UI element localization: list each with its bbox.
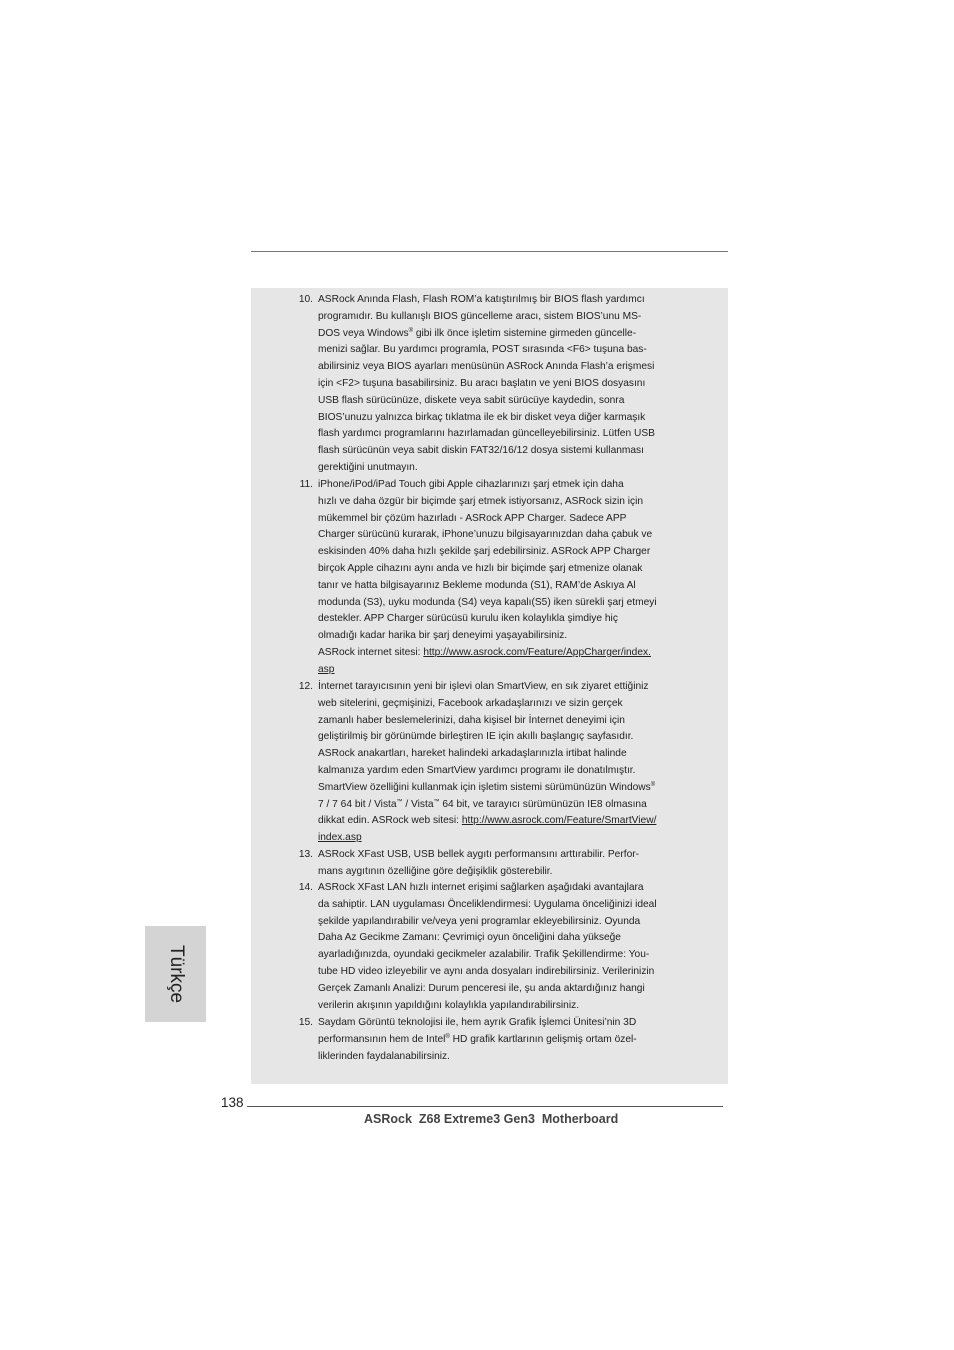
text-line: olmadığı kadar harika bir şarj deneyimi yaşayabilirsiniz.	[318, 630, 568, 642]
text-line: gerektiğini unutmayın.	[318, 461, 418, 473]
text-line: ASRock XFast USB, USB bellek aygıtı performansını arttırabilir. Perfor-	[318, 849, 640, 860]
page-number: 138	[221, 1095, 244, 1110]
text-line: için <F2> tuşuna basabilirsiniz. Bu aracı başlatın ve yeni BIOS dosyasını	[318, 377, 646, 389]
footer-title: ASRock Z68 Extreme3 Gen3 Motherboard	[364, 1112, 619, 1126]
footer-rule	[247, 1106, 723, 1107]
appcharger-link[interactable]: http://www.asrock.com/Feature/AppCharger/index.	[423, 646, 651, 658]
text-line: modunda (S3), uyku modunda (S4) veya kapalı(S5) iken sürekli şarj etmeyi	[318, 596, 657, 608]
item-number: 15.	[298, 1017, 313, 1028]
text-line: verilerin akışının yapıldığını kolaylıkla yapılandırabilirsiniz.	[318, 999, 580, 1011]
text-line	[318, 813, 718, 830]
text-line: zamanlı haber beslemelerinizi, daha kişisel bir İnternet deneyimi için	[318, 714, 625, 726]
site-label: dikkat edin. ASRock web sitesi:	[318, 815, 462, 827]
item-text	[318, 1015, 718, 1065]
text-line: da sahiptir. LAN uygulaması Önceliklendirmesi: Uygulama önceliğinizi ideal	[318, 898, 657, 910]
text-line	[318, 645, 718, 662]
smartview-link-continued[interactable]: index.asp	[318, 832, 362, 844]
text-line: programıdır. Bu kullanışlı BIOS güncelleme aracı, sistem BIOS’unu MS-	[318, 310, 642, 322]
text-line: tanır ve hatta bilgisayarınız Bekleme modunda (S1), RAM’de Askıya Al	[318, 579, 636, 591]
text-line: liklerinden faydalanabilirsiniz.	[318, 1050, 450, 1062]
text-line: kalmanıza yardım eden SmartView yardımcı programı ile donatılmıştır.	[318, 764, 636, 776]
smartview-link[interactable]: http://www.asrock.com/Feature/SmartView/	[461, 815, 657, 827]
appcharger-link-continued[interactable]: asp	[318, 663, 335, 675]
text-line: ASRock anakartları, hareket halindeki arkadaşlarınızla irtibat halinde	[318, 748, 627, 760]
text-line: flash yardımcı programlarını hazırlamadan güncelleyebilirsiniz. Lütfen USB	[318, 428, 655, 440]
text-line: ayarladığınızda, oyundaki gecikmeler azalabilir. Trafik Şekillendirme: You-	[318, 949, 650, 961]
text-line: şekilde yapılandırabilir ve/veya yeni programlar ekleyebilirsiniz. Oyunda	[318, 915, 641, 927]
text-line: mans aygıtının özelliğine göre değişiklik gösterebilir.	[318, 865, 553, 877]
text-line: ASRock XFast LAN hızlı internet erişimi sağlarken aşağıdaki avantajlara	[318, 882, 644, 893]
item-text	[318, 292, 718, 477]
text-line: Charger sürücünü kurarak, iPhone’unuzu bilgisayarınızdan daha çabuk ve	[318, 529, 653, 541]
text-line: BIOS’unuzu yalnızca birkaç tıklatma ile ek bir disket veya diğer karmaşık	[318, 411, 646, 423]
text-line: abilirsiniz veya BIOS ayarları menüsünün ASRock Anında Flash’a erişmesi	[318, 361, 655, 373]
text-line: Daha Az Gecikme Zamanı: Çevrimiçi oyun önceliğini daha yükseğe	[318, 932, 621, 944]
text-line: birçok Apple cihazını aynı anda ve hızlı bir biçimde şarj etmenize olanak	[318, 562, 643, 574]
item-text	[318, 880, 718, 1014]
text-line: hızlı ve daha özgür bir biçimde şarj etmek istiyorsanız, ASRock sizin için	[318, 495, 643, 507]
text-line: menizi sağlar. Bu yardımcı programla, POST sırasında <F6> tuşuna bas-	[318, 344, 647, 356]
site-label: ASRock internet sitesi:	[318, 646, 424, 658]
item-text	[318, 847, 718, 881]
text-line: iPhone/iPod/iPad Touch gibi Apple cihazlarınızı şarj etmek için daha	[318, 479, 624, 490]
text-line: tube HD video izleyebilir ve aynı anda dosyaları indirebilirsiniz. Verilerinizin	[318, 965, 655, 977]
item-number: 11.	[299, 479, 313, 490]
text-line: eskisinden 40% daha hızlı şekilde şarj edebilirsiniz. ASRock APP Charger	[318, 546, 651, 558]
text-line: SmartView özelliğini kullanmak için işletim sistemi sürümünüzün Windows®	[318, 781, 656, 793]
text-line: İnternet tarayıcısının yeni bir işlevi olan SmartView, en sık ziyaret ettiğiniz	[318, 681, 649, 692]
text-line: mükemmel bir çözüm hazırladı - ASRock APP Charger. Sadece APP	[318, 512, 627, 524]
language-label: Türkçe	[165, 944, 187, 1004]
text-line: 7 / 7 64 bit / Vista™ / Vista™ 64 bit, ve tarayıcı sürümünüzün IE8 olmasına	[318, 798, 647, 810]
item-text	[318, 477, 718, 679]
header-rule	[251, 251, 728, 252]
text-line: Gerçek Zamanlı Analizi: Durum penceresi ile, şu anda aktardığınız hangi	[318, 982, 645, 994]
item-text	[318, 679, 718, 847]
item-number: 14.	[298, 882, 313, 893]
text-line: DOS veya Windows® gibi ilk önce işletim sistemine girmeden güncelle-	[318, 327, 637, 339]
item-number: 13.	[298, 849, 313, 860]
text-line: ASRock Anında Flash, Flash ROM’a katıştırılmış bir BIOS flash yardımcı	[318, 294, 645, 305]
text-line: destekler. APP Charger sürücüsü kurulu iken kolaylıkla şimdiye hiç	[318, 613, 618, 625]
text-line: flash sürücünün veya sabit diskin FAT32/16/12 dosya sistemi kullanması	[318, 445, 644, 457]
item-number: 12.	[298, 681, 313, 692]
item-number: 10.	[298, 294, 313, 305]
feature-notes-panel	[251, 288, 728, 1084]
text-line: USB flash sürücünüze, diskete veya sabit sürücüye kaydedin, sonra	[318, 394, 625, 406]
text-line: web sitelerini, geçmişinizi, Facebook arkadaşlarınızı ve sizin gerçek	[318, 697, 623, 709]
language-tab	[145, 926, 206, 1022]
text-line: performansının hem de Intel® HD grafik kartlarının gelişmiş ortam özel-	[318, 1033, 637, 1045]
text-line: geliştirilmiş bir görünümde birleştiren IE için akıllı başlangıç sayfasıdır.	[318, 731, 634, 743]
text-line: Saydam Görüntü teknolojisi ile, hem ayrık Grafik İşlemci Ünitesi’nin 3D	[318, 1017, 637, 1028]
